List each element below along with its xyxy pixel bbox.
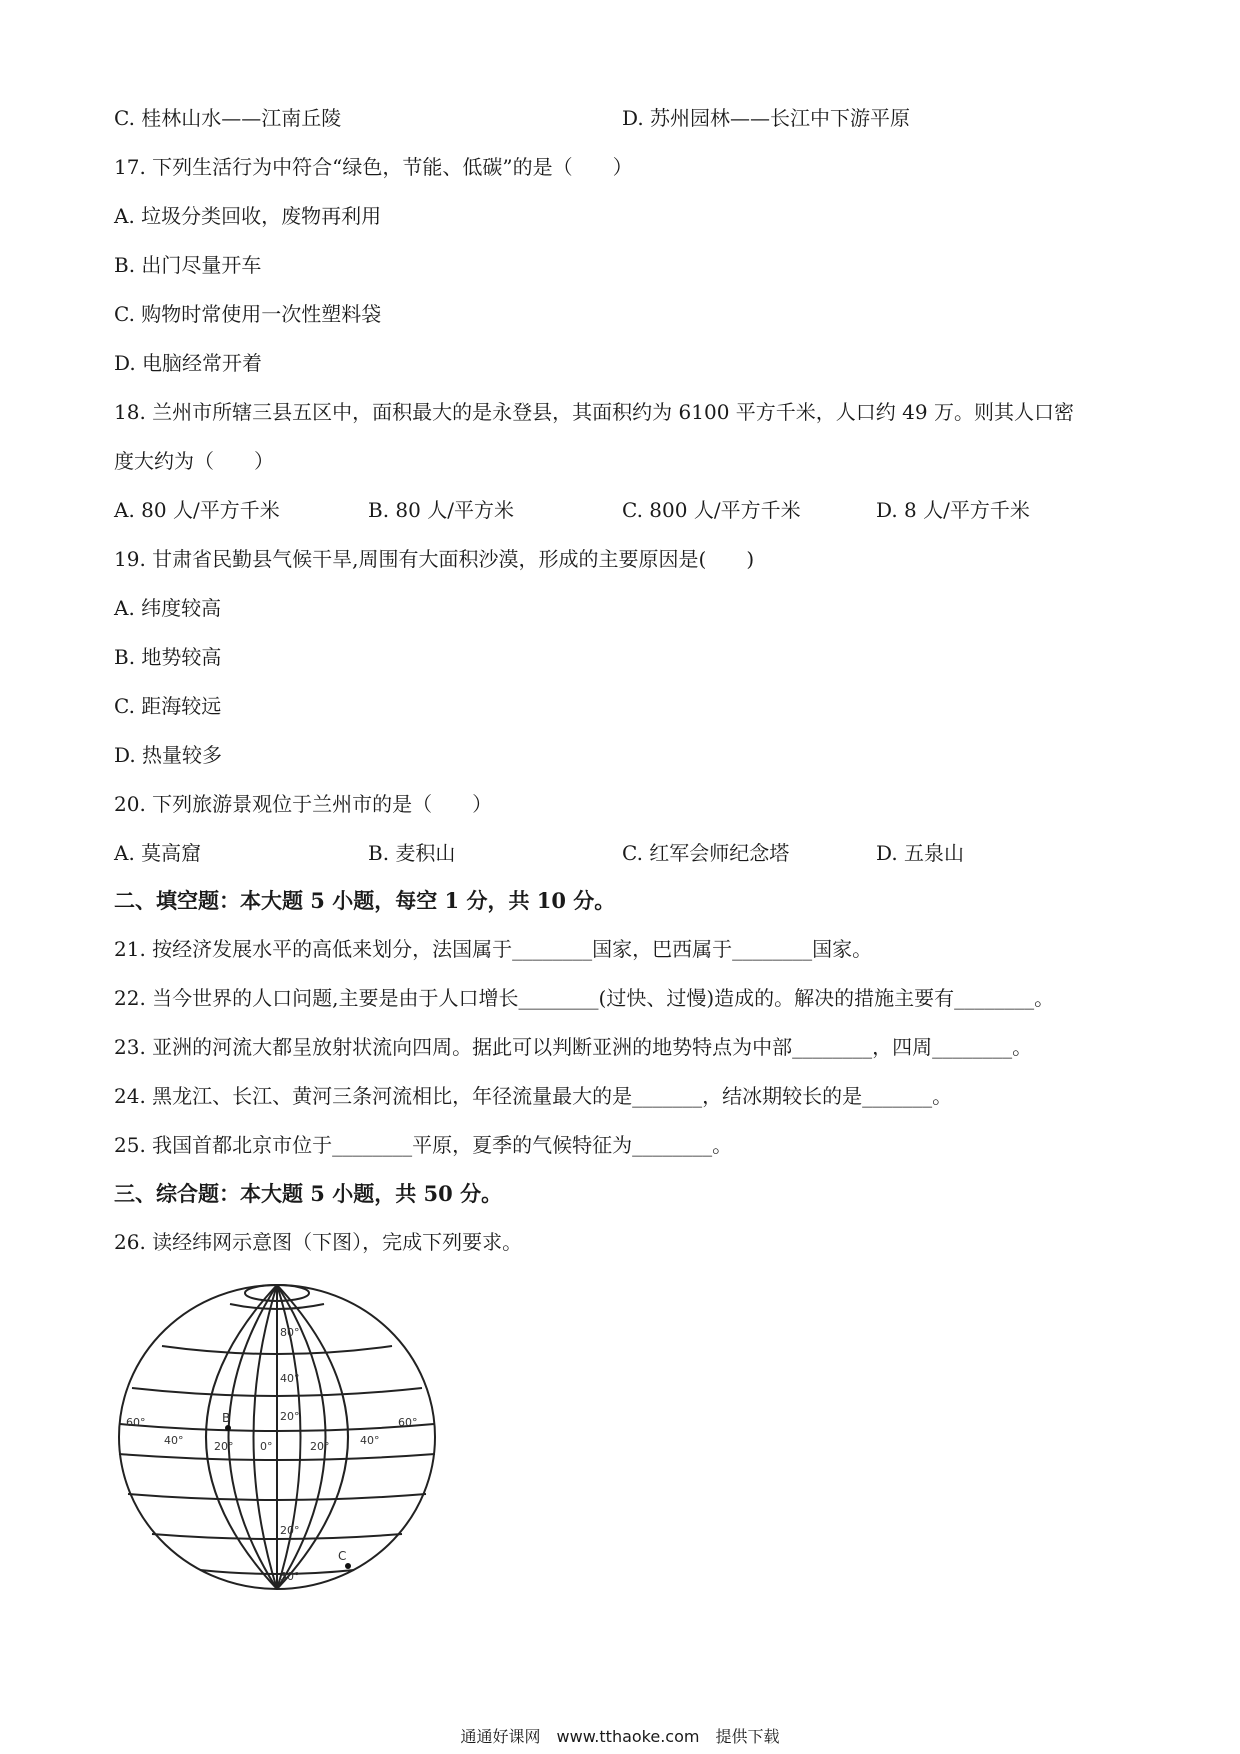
q19-stem: 19. 甘肃省民勤县气候干旱,周围有大面积沙漠，形成的主要原因是( ) <box>114 547 755 571</box>
lat-label-6: 30° <box>280 1570 300 1583</box>
q24: 24. 黑龙江、长江、黄河三条河流相比，年径流量最大的是_______，结冰期较长的是_______。 <box>114 1084 953 1108</box>
point-b-marker <box>225 1425 231 1431</box>
lat-label-2: 40° <box>280 1372 300 1385</box>
q19-option-a: A. 纬度较高 <box>114 596 222 620</box>
globe-figure <box>110 1276 444 1598</box>
q18-stem-line1: 18. 兰州市所辖三县五区中，面积最大的是永登县，其面积约为 6100 平方千米，人口约 49 万。则其人口密 <box>114 400 1074 424</box>
graticule-globe <box>110 1276 444 1598</box>
q19-option-c: C. 距海较远 <box>114 694 222 718</box>
lon-label-0: 0° <box>260 1440 273 1453</box>
meridian-w60 <box>206 1285 277 1589</box>
q20-option-d: D. 五泉山 <box>876 841 965 865</box>
q17-option-d: D. 电脑经常开着 <box>114 351 263 375</box>
lat-label-1: 80° <box>280 1326 300 1339</box>
q25: 25. 我国首都北京市位于________平原，夏季的气候特征为________。 <box>114 1133 733 1157</box>
q17-option-c: C. 购物时常使用一次性塑料袋 <box>114 302 382 326</box>
page-footer: 通通好课网 www.tthaoke.com 提供下载 <box>460 1727 780 1746</box>
point-c-marker <box>345 1563 351 1569</box>
q17-option-b: B. 出门尽量开车 <box>114 253 262 277</box>
lon-label-e40: 40° <box>360 1434 380 1447</box>
lon-label-e20: 20° <box>310 1440 330 1453</box>
q18-option-c: C. 800 人/平方千米 <box>622 498 801 522</box>
q23: 23. 亚洲的河流大都呈放射状流向四周。据此可以判断亚洲的地势特点为中部________，四周________。 <box>114 1035 1033 1059</box>
point-label-c: C <box>338 1549 347 1563</box>
q16-option-d: D. 苏州园林——长江中下游平原 <box>622 106 911 130</box>
q21: 21. 按经济发展水平的高低来划分，法国属于________国家，巴西属于________国家。 <box>114 937 873 961</box>
q18-stem-line2: 度大约为（ ） <box>114 449 274 473</box>
q19-option-b: B. 地势较高 <box>114 645 222 669</box>
section2-title: 二、填空题：本大题 5 小题，每空 1 分，共 10 分。 <box>114 888 616 913</box>
lat-label-5: 20° <box>280 1524 300 1537</box>
q18-option-b: B. 80 人/平方米 <box>368 498 514 522</box>
q20-option-c: C. 红军会师纪念塔 <box>622 841 790 865</box>
lon-label-w20: 20° <box>214 1440 234 1453</box>
point-label-b: B <box>222 1411 231 1425</box>
lon-label-w40: 40° <box>164 1434 184 1447</box>
lat-label-3: 20° <box>280 1410 300 1423</box>
q20-stem: 20. 下列旅游景观位于兰州市的是（ ） <box>114 792 493 816</box>
lon-label-e60: 60° <box>398 1416 418 1429</box>
q20-option-b: B. 麦积山 <box>368 841 456 865</box>
q16-option-c: C. 桂林山水——江南丘陵 <box>114 106 342 130</box>
q18-option-a: A. 80 人/平方千米 <box>114 498 280 522</box>
q17-option-a: A. 垃圾分类回收，废物再利用 <box>114 204 382 228</box>
meridian-w20 <box>254 1285 278 1589</box>
q17-stem: 17. 下列生活行为中符合“绿色，节能、低碳”的是（ ） <box>114 155 633 179</box>
lon-label-w60: 60° <box>126 1416 146 1429</box>
section3-title: 三、综合题：本大题 5 小题，共 50 分。 <box>114 1181 503 1206</box>
q26-stem: 26. 读经纬网示意图（下图），完成下列要求。 <box>114 1230 523 1254</box>
q22: 22. 当今世界的人口问题,主要是由于人口增长________(过快、过慢)造成的。解决的措施主要有________。 <box>114 986 1055 1010</box>
q19-option-d: D. 热量较多 <box>114 743 223 767</box>
q18-option-d: D. 8 人/平方千米 <box>876 498 1030 522</box>
q20-option-a: A. 莫高窟 <box>114 841 202 865</box>
